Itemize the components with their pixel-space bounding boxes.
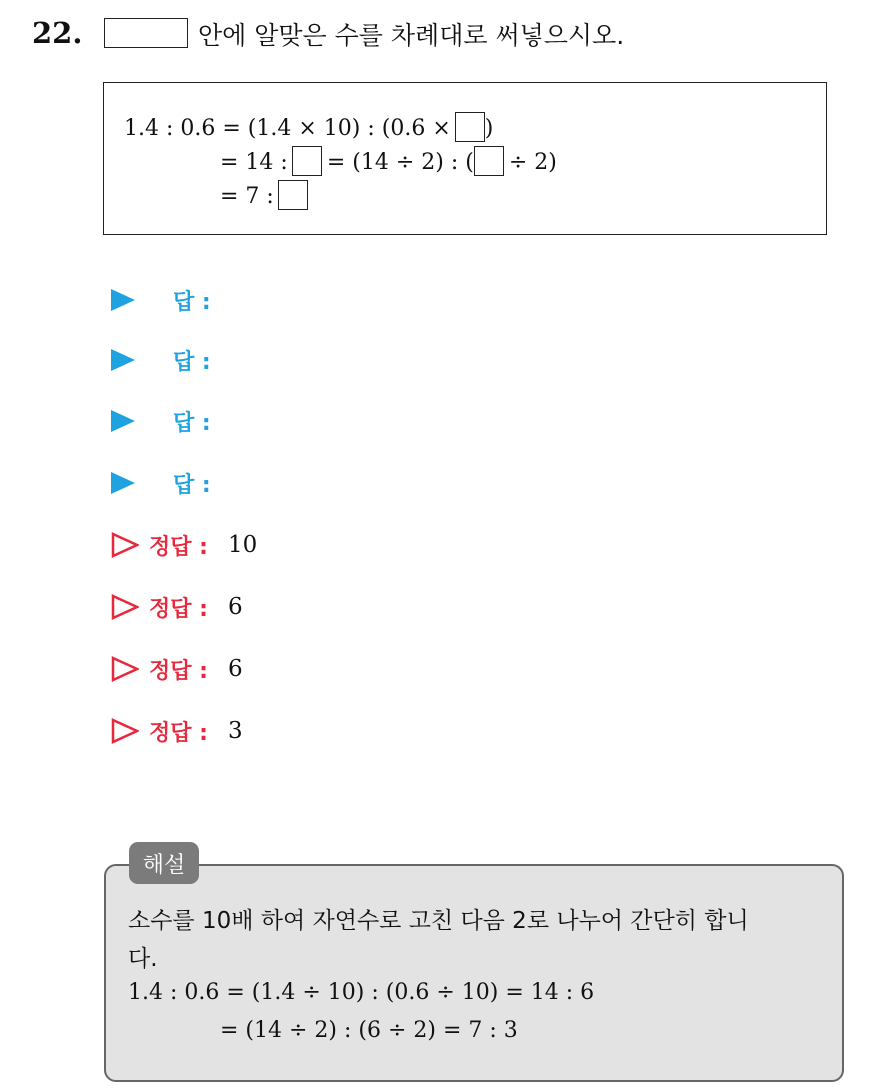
correct-answer-row	[111, 716, 243, 746]
answer-blank-3[interactable]	[474, 146, 504, 176]
play-triangle-icon	[111, 349, 135, 371]
problem-line-3	[220, 180, 308, 210]
correct-answer-value: 10	[227, 532, 258, 558]
play-triangle-icon	[111, 472, 135, 494]
outline-triangle-icon	[111, 532, 139, 558]
problem-line-2-text-a: = 14 :	[220, 150, 288, 175]
problem-line-2	[220, 146, 557, 176]
problem-line-3-text-a: = 7 :	[220, 184, 274, 209]
correct-answer-value: 6	[227, 656, 243, 682]
answer-prompt-label: 답 :	[173, 410, 211, 436]
problem-line-1	[124, 112, 493, 142]
correct-answer-row	[111, 654, 243, 684]
answer-blank-2[interactable]	[292, 146, 322, 176]
blank-box-icon	[104, 18, 188, 48]
explanation-tag: 해설	[129, 842, 199, 884]
answer-prompt-label: 답 :	[173, 349, 211, 375]
correct-answer-value: 6	[227, 594, 243, 620]
correct-answer-value: 3	[227, 718, 243, 744]
answer-prompt-row[interactable]	[111, 345, 211, 375]
answer-prompt-label: 답 :	[173, 289, 211, 315]
correct-answer-label: 정답 :	[149, 534, 208, 560]
outline-triangle-icon	[111, 594, 139, 620]
correct-answer-label: 정답 :	[149, 658, 208, 684]
question-number: 22.	[32, 16, 83, 50]
answer-prompt-row[interactable]	[111, 285, 211, 315]
explanation-box	[104, 864, 844, 1082]
explanation-text-line-2: 다.	[128, 946, 158, 972]
play-triangle-icon	[111, 289, 135, 311]
correct-answer-label: 정답 :	[149, 596, 208, 622]
question-instruction: 안에 알맞은 수를 차례대로 써넣으시오.	[198, 21, 625, 50]
correct-answer-label: 정답 :	[149, 720, 208, 746]
answer-blank-4[interactable]	[278, 180, 308, 210]
explanation-math-line-2: = (14 ÷ 2) : (6 ÷ 2) = 7 : 3	[220, 1018, 518, 1043]
correct-answer-row	[111, 530, 257, 560]
problem-line-2-text-c: ÷ 2)	[508, 150, 557, 175]
problem-line-1-text-b: )	[484, 116, 494, 141]
explanation-text-line-1: 소수를 10배 하여 자연수로 고친 다음 2로 나누어 간단히 합니	[128, 908, 749, 934]
answer-prompt-row[interactable]	[111, 468, 211, 498]
explanation-math-line-1: 1.4 : 0.6 = (1.4 ÷ 10) : (0.6 ÷ 10) = 14 : 6	[128, 980, 595, 1005]
problem-line-1-text-a: 1.4 : 0.6 = (1.4 × 10) : (0.6 ×	[124, 116, 451, 141]
outline-triangle-icon	[111, 718, 139, 744]
play-triangle-icon	[111, 410, 135, 432]
answer-prompt-row[interactable]	[111, 406, 211, 436]
answer-prompt-label: 답 :	[173, 472, 211, 498]
outline-triangle-icon	[111, 656, 139, 682]
answer-blank-1[interactable]	[455, 112, 485, 142]
problem-line-2-text-b: = (14 ÷ 2) : (	[326, 150, 474, 175]
correct-answer-row	[111, 592, 243, 622]
